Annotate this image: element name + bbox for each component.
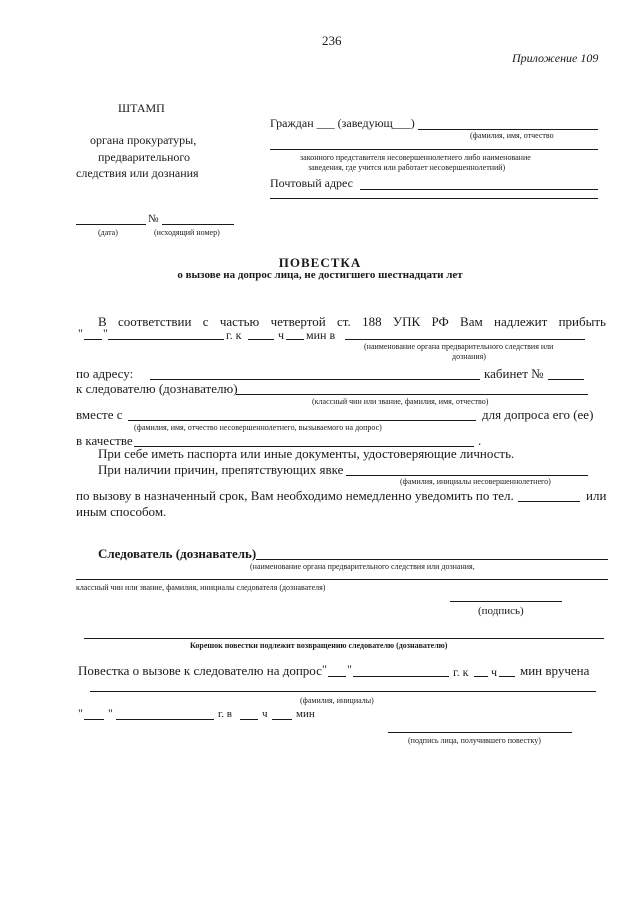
intro-word: ст.: [337, 314, 351, 329]
intro-word: частью: [219, 314, 260, 329]
stamp-line-1: органа прокуратуры,: [90, 133, 197, 147]
stub2-year-label: г. в: [218, 708, 232, 720]
intro-word: УПК: [392, 314, 421, 329]
year-label: г. к: [226, 328, 242, 342]
hour-label: ч: [278, 328, 285, 342]
stub-quote-open: ": [322, 662, 327, 676]
stub-separator: [84, 638, 604, 639]
stub2-hour-label: ч: [262, 708, 268, 720]
stub-minute-line: [499, 676, 515, 677]
intro-line: [98, 315, 606, 328]
recipient-label: Граждан ___ (заведующ___): [270, 116, 415, 130]
stub2-minute-line: [272, 719, 292, 720]
reasons-label: При наличии причин, препятствующих явке: [98, 462, 344, 477]
stub-heading: Корешок повестки подлежит возвращению следователю (дознавателю): [190, 641, 448, 650]
stub2-quote-open: ": [78, 706, 83, 720]
month-line: [108, 339, 224, 340]
phone-line: [518, 501, 580, 502]
capacity-end: .: [478, 433, 482, 448]
signature-note: (подпись): [478, 605, 524, 617]
minor-initials-note: (фамилия, инициалы несовершеннолетнего): [400, 477, 551, 486]
document-title: ПОВЕСТКА: [278, 255, 362, 270]
postal-address-line: [360, 189, 598, 190]
recipient-name-note: (фамилия, имя, отчество: [470, 131, 554, 140]
stub2-hour-line: [240, 719, 258, 720]
stub-delivered-label: Повестка о вызове к следователю на допрос: [78, 663, 322, 678]
stub-year-label: г. к: [453, 665, 469, 679]
notify-or: или: [586, 488, 607, 503]
recipient-line-2: [270, 149, 598, 150]
appendix-label: Приложение 109: [512, 51, 599, 65]
stamp-line-2: предварительного: [98, 150, 191, 164]
stub-month-line: [353, 676, 449, 677]
date-open-quote: ": [78, 326, 83, 340]
stub2-month-line: [116, 719, 214, 720]
investigator-line: [236, 394, 588, 395]
stub-day-line: [328, 676, 346, 677]
intro-word: надлежит: [494, 314, 548, 329]
document-subtitle: о вызове на допрос лица, не достигшего шестнадцати лет: [177, 269, 463, 281]
minute-label: мин в: [306, 328, 336, 342]
outgoing-number-note: (исходящий номер): [154, 228, 220, 237]
interrogation-label: для допроса его (ее): [482, 407, 594, 422]
passport-text: При себе иметь паспорта или иные документы, удостоверяющие личность.: [98, 446, 515, 461]
number-sign: №: [148, 213, 159, 225]
stub2-day-line: [84, 719, 104, 720]
intro-word: Вам: [460, 314, 483, 329]
postal-address-line-2: [270, 198, 598, 199]
receiver-signature-line: [388, 732, 572, 733]
stamp-title: ШТАМП: [118, 101, 165, 115]
address-label: по адресу:: [76, 366, 134, 381]
stub-hour-line: [474, 676, 488, 677]
recipient-rep-note-1: законного представителя несовершеннолетнего либо наименование: [300, 153, 531, 162]
day-line: [84, 339, 102, 340]
together-label: вместе с: [76, 407, 123, 422]
organ-note-2: дознания): [452, 352, 486, 361]
intro-word: РФ: [431, 314, 449, 329]
date-note: (дата): [98, 228, 118, 237]
investigator-signature-label: Следователь (дознаватель): [98, 546, 257, 561]
minor-note: (фамилия, имя, отчество несовершеннолетнего, вызываемого на допрос): [134, 423, 382, 432]
intro-word: 188: [362, 314, 382, 329]
capacity-label: в качестве: [76, 433, 133, 448]
stamp-line-3: следствия или дознания: [76, 166, 199, 180]
investigator-rank-note: классный чин или звание, фамилия, инициалы следователя (дознавателя): [76, 583, 326, 592]
date-line: [76, 224, 146, 225]
intro-word: четвертой: [270, 314, 326, 329]
intro-word: прибыть: [558, 314, 606, 329]
intro-word: соответствии: [117, 314, 192, 329]
receiver-signature-note: (подпись лица, получившего повестку): [408, 736, 541, 745]
page-number: 236: [322, 33, 342, 48]
address-line: [150, 379, 480, 380]
organ-note-1: (наименование органа предварительного следствия или: [364, 342, 554, 351]
stub-minute-label: мин вручена: [520, 663, 590, 678]
recipient-rep-note-2: заведения, где учится или работает несовершеннолетний): [308, 163, 506, 172]
recipient-name-line: [418, 129, 598, 130]
stub-hour-label: ч: [491, 665, 498, 679]
stub-initials-note: (фамилия, инициалы): [300, 696, 374, 705]
stub-quote-close: ": [347, 662, 352, 676]
cabinet-line: [548, 379, 584, 380]
stub-name-line: [90, 691, 596, 692]
stub2-quote-close: ": [108, 706, 113, 720]
intro-word: с: [202, 314, 209, 329]
minute-line: [286, 339, 304, 340]
organ-line: [345, 339, 585, 340]
investigator-organ-note: (наименование органа предварительного следствия или дознания,: [250, 562, 475, 571]
hour-line: [248, 339, 274, 340]
signature-line: [450, 601, 562, 602]
stub2-minute-label: мин: [296, 708, 315, 720]
investigator-rank-line: [76, 579, 608, 580]
outgoing-number-line: [162, 224, 234, 225]
minor-name-line: [128, 420, 476, 421]
reasons-line: [346, 475, 588, 476]
rank-note: (классный чин или звание, фамилия, имя, отчество): [312, 397, 489, 406]
postal-address-label: Почтовый адрес: [270, 176, 354, 190]
investigator-organ-line: [256, 559, 608, 560]
notify-end: иным способом.: [76, 504, 167, 519]
notify-start: по вызову в назначенный срок, Вам необходимо немедленно уведомить по тел.: [76, 488, 514, 503]
date-close-quote: ": [103, 326, 108, 340]
cabinet-label: кабинет №: [484, 366, 544, 381]
intro-word: В: [98, 314, 107, 329]
investigator-label: к следователю (дознавателю): [76, 381, 238, 396]
